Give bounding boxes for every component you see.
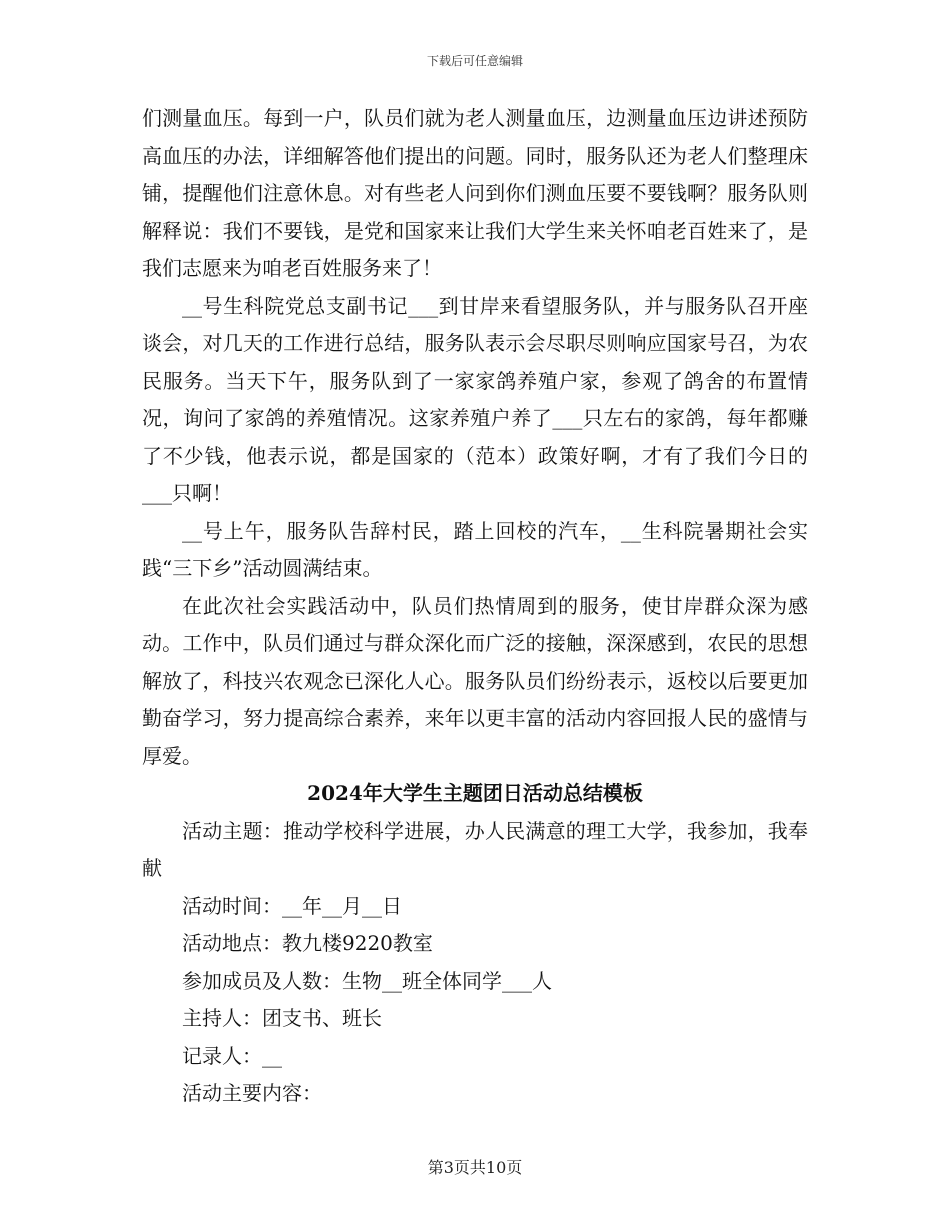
paragraph: __号生科院党总支副书记___到甘岸来看望服务队，并与服务队召开座谈会，对几天的工作进行总结，服务队表示会尽职尽则响应国家号召，为农民服务。当天下午，服务队到了一家家鸽养殖户家，参观了鸽舍的布置情况，询问了家鸽的养殖情况。这家养殖户养了___只左右的家鸽，每年都赚了不少钱，他表示说，都是国家的（范本）政策好啊，才有了我们今日的___只啊！ [142,293,808,505]
activity-time: 活动时间：__年__月__日 [182,893,402,918]
activity-content-label: 活动主要内容： [182,1081,322,1105]
activity-members: 参加成员及人数：生物__班全体同学___人 [182,968,552,993]
activity-host: 主持人：团支书、班长 [182,1006,382,1030]
document-body [142,100,808,1113]
activity-place: 活动地点：教九楼9220教室 [182,931,433,955]
paragraph: 在此次社会实践活动中，队员们热情周到的服务，使甘岸群众深为感动。工作中，队员们通过与群众深化而广泛的接触，深深感到，农民的思想解放了，科技兴农观念已深化人心。服务队员们纷纷表示，返校以后要更加勤奋学习，努力提高综合素养，来年以更丰富的活动内容回报人民的盛情与厚爱。 [142,593,808,768]
paragraph-continuation: 们测量血压。每到一户，队员们就为老人测量血压，边测量血压边讲述预防高血压的办法，详细解答他们提出的问题。同时，服务队还为老人们整理床铺，提醒他们注意休息。对有些老人问到你们测血压要不要钱啊？服务队则解释说：我们不要钱，是党和国家来让我们大学生来关怀咱老百姓来了，是我们志愿来为咱老百姓服务来了！ [142,106,808,280]
activity-theme: 活动主题：推动学校科学进展，办人民满意的理工大学，我参加，我奉献 [142,818,808,880]
section-title: 2024年大学生主题团日活动总结模板 [307,781,643,805]
activity-recorder: 记录人：__ [182,1043,282,1068]
page-header: 下载后可任意编辑 [426,54,523,68]
page-footer: 第3页共10页 [427,1158,523,1177]
paragraph: __号上午，服务队告辞村民，踏上回校的汽车，__生科院暑期社会实践“三下乡”活动圆满结束。 [142,518,808,580]
